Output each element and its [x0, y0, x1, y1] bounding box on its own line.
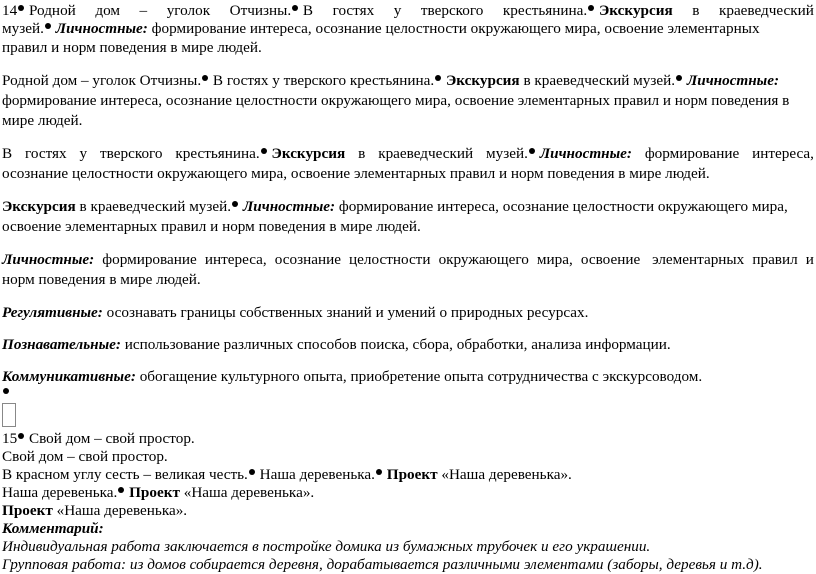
paragraph-regulative: Регулятивные: осознавать границы собственных знаний и умений о природных ресурсах. — [2, 304, 589, 321]
paragraph-1-line-1: 14 Родной дом – уголок Отчизны. В гостях у тверского крестьянина. Экскурсия в краеведческий — [2, 2, 814, 19]
slide-number: 14 — [2, 2, 18, 19]
paragraph-4-line-2: освоение элементарных правил и норм поведения в мире людей. — [2, 218, 421, 235]
bullet-icon — [18, 433, 24, 439]
bullet-icon — [435, 75, 441, 81]
bullet-icon — [3, 388, 9, 394]
comment-heading: Комментарий: — [2, 520, 104, 537]
slide-number: 15 — [2, 430, 18, 447]
bullet-icon — [18, 5, 24, 11]
paragraph-9-line-4: Наша деревенька. Проект «Наша деревенька». — [2, 484, 315, 501]
bullet-icon — [202, 75, 208, 81]
paragraph-9-line-3: В красном углу сесть – великая честь. Наша деревенька. Проект «Наша деревенька». — [2, 466, 572, 483]
comment-individual-work: Индивидуальная работа заключается в постройке домика из бумажных трубочек и его украшении. — [2, 538, 651, 555]
bullet-icon — [529, 148, 535, 154]
paragraph-5-line-2: норм поведения в мире людей. — [2, 271, 201, 288]
paragraph-9-line-2: Свой дом – свой простор. — [2, 448, 168, 465]
paragraph-5-line-1: Личностные: формирование интереса, осознание целостности окружающего мира, освоение элементарных правил и — [2, 251, 814, 268]
standalone-bullet — [2, 385, 10, 403]
bullet-icon — [292, 5, 298, 11]
paragraph-9-line-5: Проект «Наша деревенька». — [2, 502, 188, 519]
bullet-icon — [676, 75, 682, 81]
bullet-icon — [232, 201, 238, 207]
paragraph-1-line-2: музей. Личностные: формирование интереса, осознание целостности окружающего мира, освоение элементарных — [2, 20, 760, 37]
comment-group-work: Групповая работа: из домов собирается деревня, дорабатывается различными элементами (заборы, деревья и т.д). — [2, 556, 763, 573]
bullet-icon — [45, 23, 51, 29]
paragraph-3-line-2: осознание целостности окружающего мира, освоение элементарных правил и норм поведения в мире людей. — [2, 165, 710, 182]
paragraph-2-line-3: мире людей. — [2, 112, 83, 129]
paragraph-3-line-1: В гостях у тверского крестьянина. Экскурсия в краеведческий музей. Личностные: формирование интереса, — [2, 145, 814, 162]
paragraph-2-line-2: формирование интереса, осознание целостности окружающего мира, освоение элементарных правил и норм поведения в — [2, 92, 790, 109]
paragraph-4-line-1: Экскурсия в краеведческий музей. Личностные: формирование интереса, осознание целостности окружающего мира, — [2, 198, 788, 215]
bullet-icon — [118, 487, 124, 493]
bullet-icon — [261, 148, 267, 154]
paragraph-9-line-1: 15 Свой дом – свой простор. — [2, 430, 195, 447]
bullet-icon — [249, 469, 255, 475]
paragraph-1-line-3: правил и норм поведения в мире людей. — [2, 39, 262, 56]
bullet-icon — [376, 469, 382, 475]
paragraph-cognitive: Познавательные: использование различных способов поиска, сбора, обработки, анализа информации. — [2, 336, 671, 353]
paragraph-communicative: Коммуникативные: обогащение культурного опыта, приобретение опыта сотрудничества с экскурсоводом. — [2, 368, 703, 385]
empty-frame-box — [2, 403, 16, 427]
paragraph-2-line-1: Родной дом – уголок Отчизны. В гостях у тверского крестьянина. Экскурсия в краеведческий музей. Личностные: — [2, 72, 780, 89]
bullet-icon — [588, 5, 594, 11]
